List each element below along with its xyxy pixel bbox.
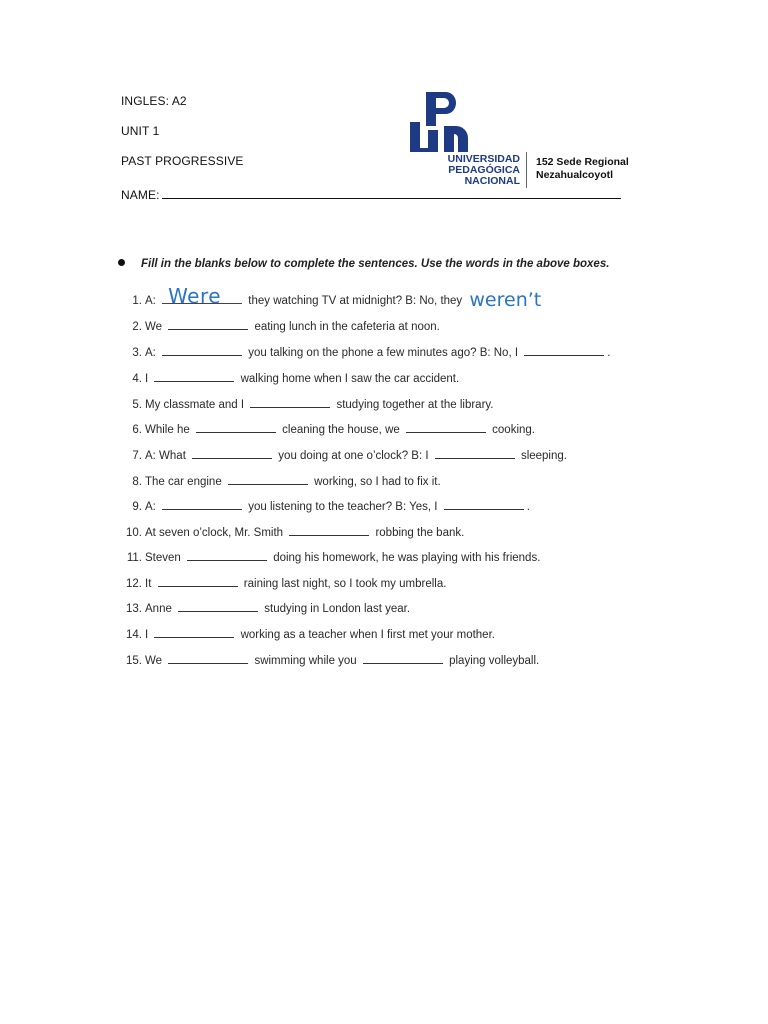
campus-name: 152 Sede Regional Nezahualcoyotl bbox=[536, 156, 629, 181]
answer-blank[interactable] bbox=[196, 421, 276, 433]
sentence-text: studying in London last year. bbox=[261, 603, 411, 615]
sentence-text: . bbox=[607, 347, 611, 359]
sentence-text: you doing at one o’clock? B: I bbox=[275, 450, 432, 462]
sentence-text: While he bbox=[145, 424, 193, 436]
sentence-text: swimming while you bbox=[251, 655, 360, 667]
answer-blank[interactable] bbox=[524, 344, 604, 356]
sentence-text: The car engine bbox=[145, 476, 225, 488]
exercise-number: 7. bbox=[132, 450, 142, 462]
sentence-text: . bbox=[526, 501, 530, 513]
answer-blank[interactable] bbox=[162, 344, 242, 356]
answer-blank[interactable] bbox=[187, 549, 267, 561]
university-name: UNIVERSIDAD PEDAGÓGICA NACIONAL bbox=[447, 153, 520, 187]
sentence-text: you listening to the teacher? B: Yes, I bbox=[245, 501, 441, 513]
sentence-text: A: bbox=[145, 347, 160, 359]
exercise-number: 13. bbox=[126, 603, 142, 615]
university-logo bbox=[410, 92, 660, 192]
handwritten-answer: Were bbox=[168, 284, 222, 308]
exercise-number: 10. bbox=[126, 527, 142, 539]
sentence-text: I bbox=[145, 373, 152, 385]
answer-blank[interactable] bbox=[289, 524, 369, 536]
exercise-number: 2. bbox=[132, 321, 142, 333]
answer-blank[interactable] bbox=[444, 498, 524, 510]
exercise-item bbox=[118, 396, 494, 412]
exercise-item bbox=[118, 575, 446, 591]
sentence-text: eating lunch in the cafeteria at noon. bbox=[251, 321, 440, 333]
exercise-item bbox=[118, 284, 542, 311]
exercise-item bbox=[118, 344, 610, 360]
topic-label: PAST PROGRESSIVE bbox=[121, 154, 244, 168]
answer-blank[interactable] bbox=[228, 473, 308, 485]
sentence-text: studying together at the library. bbox=[333, 399, 494, 411]
sentence-text: Anne bbox=[145, 603, 176, 615]
sentence-text: A: bbox=[145, 501, 160, 513]
answer-blank[interactable] bbox=[406, 421, 486, 433]
answer-blank[interactable] bbox=[168, 652, 248, 664]
course-level: INGLES: A2 bbox=[121, 94, 187, 108]
answer-blank[interactable] bbox=[158, 575, 238, 587]
exercise-item bbox=[118, 600, 410, 616]
sentence-text: At seven o’clock, Mr. Smith bbox=[145, 527, 287, 539]
handwritten-answer: weren’t bbox=[469, 289, 542, 311]
sentence-text: cleaning the house, we bbox=[278, 424, 403, 436]
sentence-text: playing volleyball. bbox=[445, 655, 540, 667]
exercise-number: 6. bbox=[132, 424, 142, 436]
sentence-text: Steven bbox=[145, 552, 184, 564]
exercise-number: 15. bbox=[126, 655, 142, 667]
exercise-item bbox=[118, 318, 440, 334]
exercise-item bbox=[118, 370, 459, 386]
answer-blank[interactable] bbox=[154, 370, 234, 382]
answer-blank[interactable] bbox=[192, 447, 272, 459]
exercise-number: 9. bbox=[132, 501, 142, 513]
sentence-text: I bbox=[145, 629, 152, 641]
exercise-item bbox=[118, 549, 540, 565]
answer-blank[interactable] bbox=[162, 498, 242, 510]
exercise-number: 4. bbox=[132, 373, 142, 385]
exercise-item bbox=[118, 498, 530, 514]
exercise-number: 3. bbox=[132, 347, 142, 359]
sentence-text: working as a teacher when I first met your mother. bbox=[237, 629, 495, 641]
exercise-number: 1. bbox=[132, 295, 142, 307]
exercise-number: 12. bbox=[126, 578, 142, 590]
answer-blank[interactable] bbox=[162, 284, 242, 308]
sentence-text: A: bbox=[145, 295, 160, 307]
answer-blank[interactable] bbox=[435, 447, 515, 459]
instructions: Fill in the blanks below to complete the sentences. Use the words in the above boxes. bbox=[118, 258, 609, 270]
exercise-number: 11. bbox=[126, 552, 142, 564]
unit-label: UNIT 1 bbox=[121, 124, 160, 138]
sentence-text: We bbox=[145, 321, 166, 333]
answer-blank[interactable] bbox=[168, 318, 248, 330]
exercise-item bbox=[118, 652, 539, 668]
sentence-text: It bbox=[145, 578, 155, 590]
exercise-number: 8. bbox=[132, 476, 142, 488]
sentence-text: We bbox=[145, 655, 166, 667]
bullet-icon bbox=[118, 259, 125, 266]
sentence-text: they watching TV at midnight? B: No, they bbox=[245, 295, 466, 307]
exercise-item bbox=[118, 524, 464, 540]
sentence-text: working, so I had to fix it. bbox=[310, 476, 441, 488]
exercise-item bbox=[118, 473, 441, 489]
answer-blank[interactable] bbox=[250, 396, 330, 408]
answer-blank[interactable] bbox=[363, 652, 443, 664]
exercise-item bbox=[118, 421, 535, 437]
name-label: NAME: bbox=[121, 188, 160, 202]
sentence-text: My classmate and I bbox=[145, 399, 248, 411]
sentence-text: doing his homework, he was playing with his friends. bbox=[270, 552, 541, 564]
sentence-text: sleeping. bbox=[517, 450, 567, 462]
sentence-text: robbing the bank. bbox=[372, 527, 465, 539]
exercise-item bbox=[118, 626, 495, 642]
sentence-text: cooking. bbox=[488, 424, 535, 436]
exercise-number: 5. bbox=[132, 399, 142, 411]
sentence-text: walking home when I saw the car accident. bbox=[237, 373, 460, 385]
sentence-text: you talking on the phone a few minutes ago? B: No, I bbox=[245, 347, 522, 359]
sentence-text: A: What bbox=[145, 450, 190, 462]
upn-logo-mark bbox=[410, 92, 470, 154]
answer-blank[interactable] bbox=[154, 626, 234, 638]
sentence-text: raining last night, so I took my umbrella. bbox=[240, 578, 447, 590]
logo-divider bbox=[526, 152, 527, 188]
exercise-number: 14. bbox=[126, 629, 142, 641]
answer-blank[interactable] bbox=[178, 600, 258, 612]
exercise-item bbox=[118, 447, 567, 463]
